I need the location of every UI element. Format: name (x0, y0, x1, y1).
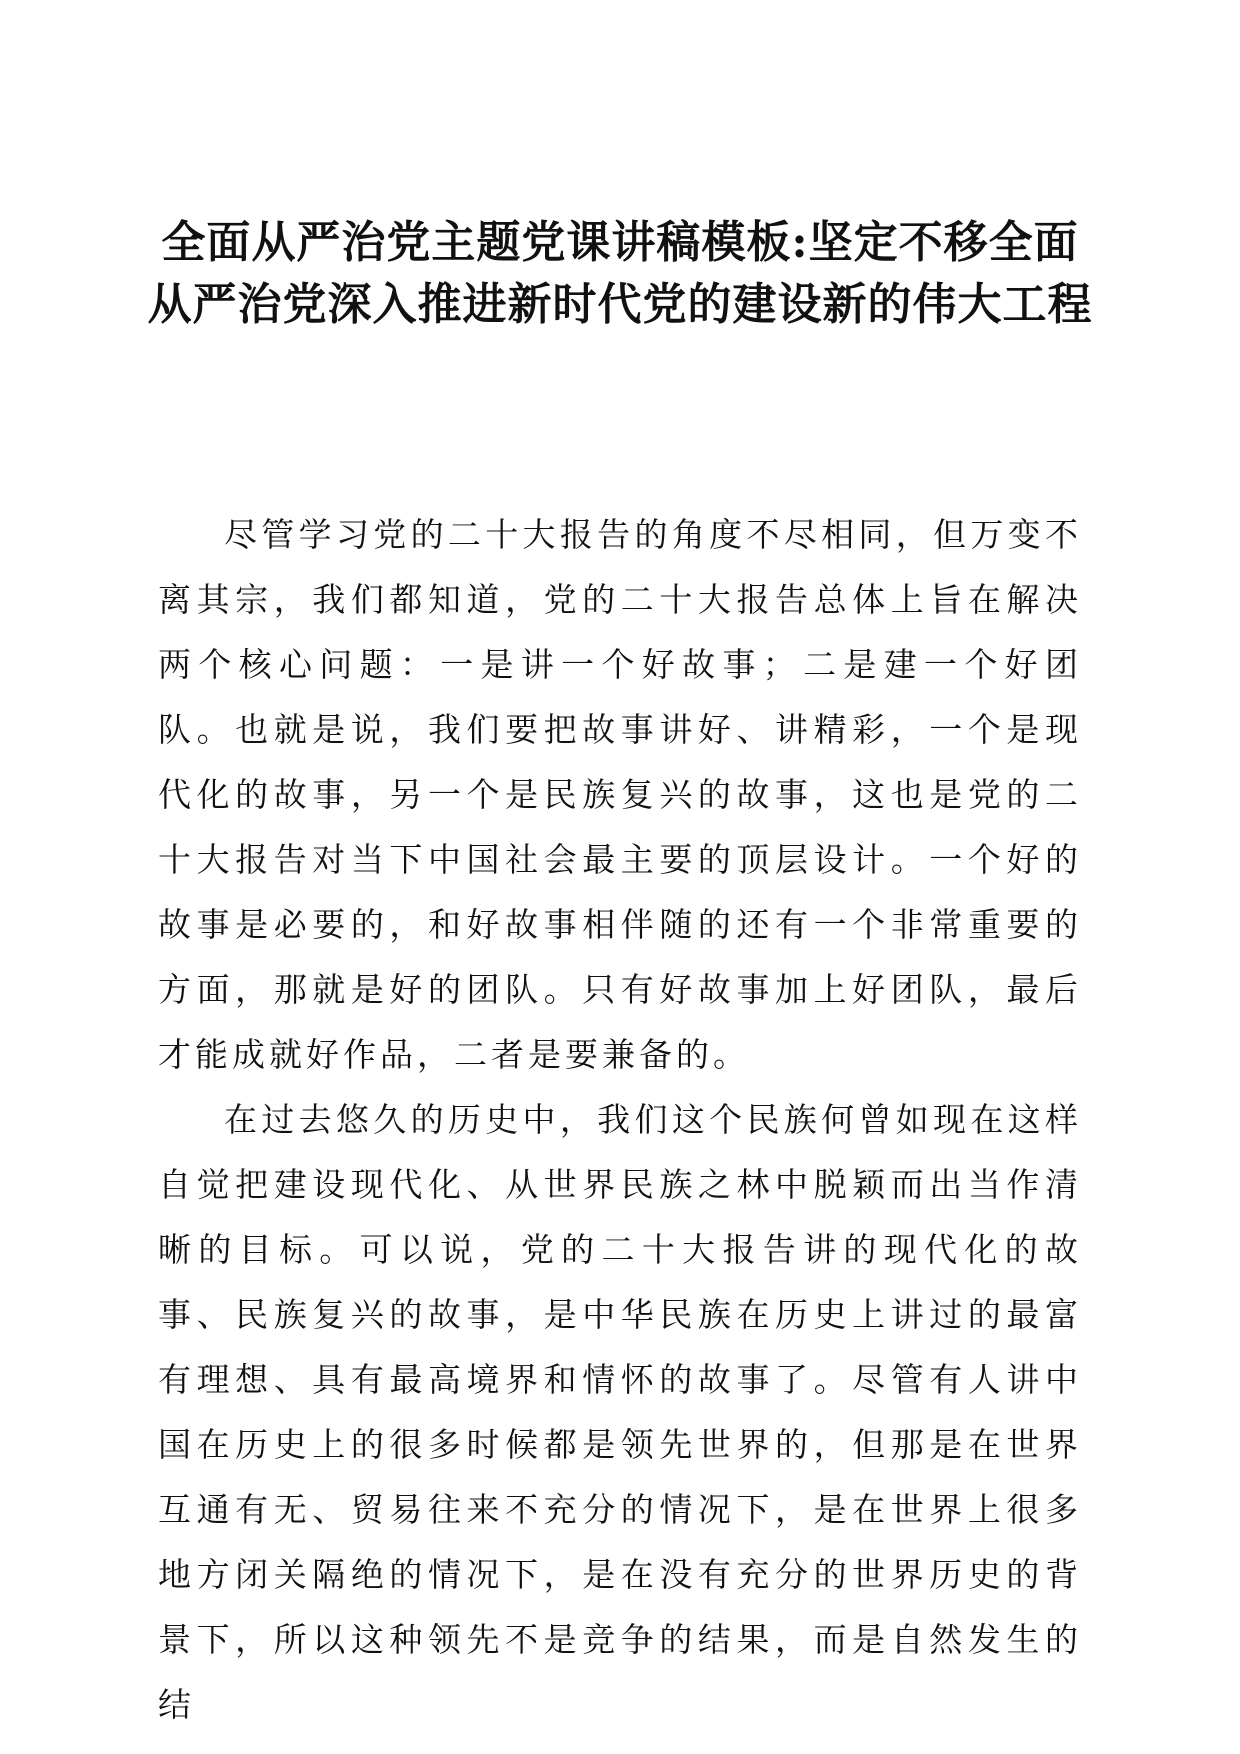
document-body (158, 502, 1082, 1737)
paragraph-2: 在过去悠久的历史中，我们这个民族何曾如现在这样自觉把建设现代化、从世界民族之林中脱颖而出当作清晰的目标。可以说，党的二十大报告讲的现代化的故事、民族复兴的故事，是中华民族在历史上讲过的最富有理想、具有最高境界和情怀的故事了。尽管有人讲中国在历史上的很多时候都是领先世界的，但那是在世界互通有无、贸易往来不充分的情况下，是在世界上很多地方闭关隔绝的情况下，是在没有充分的世界历史的背景下，所以这种领先不是竞争的结果，而是自然发生的结 (158, 1100, 1082, 1724)
paragraph-1: 尽管学习党的二十大报告的角度不尽相同，但万变不离其宗，我们都知道，党的二十大报告总体上旨在解决两个核心问题：一是讲一个好故事；二是建一个好团队。也就是说，我们要把故事讲好、讲精彩，一个是现代化的故事，另一个是民族复兴的故事，这也是党的二十大报告对当下中国社会最主要的顶层设计。一个好的故事是必要的，和好故事相伴随的还有一个非常重要的方面，那就是好的团队。只有好故事加上好团队，最后才能成就好作品，二者是要兼备的。 (158, 515, 1082, 1074)
document-title: 全面从严治党主题党课讲稿模板:坚定不移全面从严治党深入推进新时代党的建设新的伟大工程 (147, 217, 1093, 330)
